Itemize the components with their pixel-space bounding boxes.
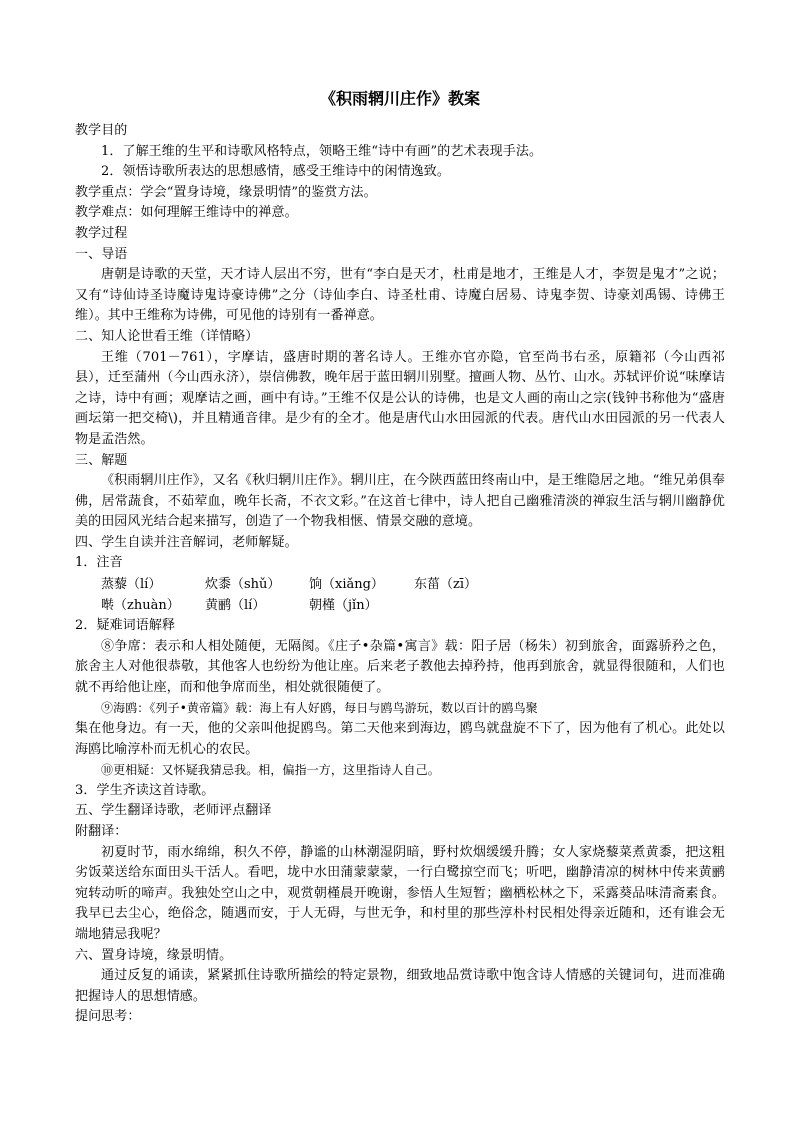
- document-title: 《积雨辋川庄作》教案: [319, 89, 480, 108]
- heading-introduction: 一、导语: [75, 246, 128, 262]
- heading-title-explanation: 三、解题: [75, 452, 128, 468]
- section-heading-objectives: 教学目的: [75, 123, 128, 138]
- objective-2: 2．领悟诗歌所表达的思想感情，感受王维诗中的闲情逸致。: [101, 164, 450, 180]
- subheading-vocabulary: 2．疑难词语解释: [75, 618, 176, 634]
- key-point: 教学重点：学会“置身诗境，缘景明情”的鉴赏方法。: [75, 184, 377, 200]
- subheading-pronunciation: 1．注音: [75, 555, 123, 571]
- pinyin-item: 蒸藜（lí）: [101, 577, 162, 593]
- pinyin-item: 东菑（zī）: [414, 577, 478, 593]
- document-page: [75, 86, 725, 1028]
- note-gengxiangyi: ⑩更相疑：又怀疑我猜忌我。相，偏指一方，这里指诗人自己。: [101, 763, 440, 778]
- pinyin-row-1: [75, 574, 725, 595]
- pinyin-item: 饷（xiǎng）: [309, 577, 384, 593]
- heading-appreciation: 六、置身诗境，缘景明情。: [75, 947, 233, 963]
- translation-label: 附翻译：: [75, 824, 128, 839]
- pinyin-row-2: [75, 595, 725, 616]
- pinyin-item: 啭（zhuàn）: [101, 598, 180, 614]
- heading-author: 二、知人论世看王维（详情略）: [75, 328, 259, 344]
- pinyin-item: 黄鹂（lí）: [205, 598, 266, 614]
- note-zhengxi: ⑧争席：表示和人相处随便，无隔阂。《庄子•杂篇•寓言》载：阳子居（杨朱）初到旅舍，面露骄矜之色，旅舍主人对他很恭敬，其他客人也纷纷为他让座。后来老子教他去掉矜持，他再到旅舍，就显得很随和，人们也就不再给他让座，而和他争席而坐，相处就很随便了。: [75, 638, 725, 695]
- objective-1: 1．了解王维的生平和诗歌风格特点，领略王维“诗中有画”的艺术表现手法。: [101, 143, 543, 159]
- paragraph-author: 王维（701－761），字摩诘，盛唐时期的著名诗人。王维亦官亦隐，官至尚书右丞，原籍祁（今山西祁县），迁至蒲州（今山西永济），崇信佛教，晚年居于蓝田辋川别墅。擅画人物、丛竹、山水。苏轼评价说“味摩诘之诗，诗中有画；观摩诘之画，画中有诗。”王维不仅是公认的诗佛，也是文人画的南山之宗(钱钟书称他为“盛唐画坛第一把交椅\)，并且精通音律。是少有的全才。他是唐代山水田园派的代表。唐代山水田园派的另一代表人物是孟浩然。: [75, 349, 725, 447]
- note-haiou-continued: 集在他身边。有一天，他的父亲叫他捉鸥鸟。第二天他来到海边，鸥鸟就盘旋不下了，因为他有了机心。此处以海鸥比喻淳朴而无机心的农民。: [75, 721, 725, 757]
- pinyin-item: 炊黍（shǔ）: [205, 577, 281, 593]
- paragraph-appreciation: 通过反复的诵读，紧紧抓住诗歌所描绘的特定景物，细致地品赏诗歌中饱含诗人情感的关键词句，进而准确把握诗人的思想情感。: [75, 968, 725, 1004]
- paragraph-title-explanation: 《积雨辋川庄作》，又名《秋归辋川庄作》。辋川庄，在今陕西蓝田终南山中，是王维隐居之地。“维兄弟俱奉佛，居常蔬食，不茹荤血，晚年长斋，不衣文彩。”在这首七律中，诗人把自己幽雅清淡的禅寂生活与辋川幽静优美的田园风光结合起来描写，创造了一个物我相惬、情景交融的意境。: [75, 473, 725, 530]
- difficult-point: 教学难点：如何理解王维诗中的禅意。: [75, 205, 298, 221]
- heading-self-reading: 四、学生自读并注音解词，老师解疑。: [75, 534, 298, 550]
- heading-translation: 五、学生翻译诗歌，老师评点翻译: [75, 803, 272, 819]
- paragraph-introduction: 唐朝是诗歌的天堂，天才诗人层出不穷，世有“李白是天才，杜甫是地才，王维是人才，李贺是鬼才”之说；又有“诗仙诗圣诗魔诗鬼诗豪诗佛”之分（诗仙李白、诗圣杜甫、诗魔白居易、诗鬼李贺、诗豪刘禹锡、诗佛王维）。其中王维称为诗佛，可见他的诗别有一番禅意。: [75, 267, 725, 324]
- pinyin-item: 朝槿（jǐn）: [309, 598, 378, 614]
- section-heading-process: 教学过程: [75, 225, 128, 241]
- paragraph-translation: 初夏时节，雨水绵绵，积久不停，静谧的山林潮湿阴暗，野村炊烟缓缓升腾；女人家烧藜菜煮黄黍，把这粗劣饭菜送给东面田头干活人。看吧，垅中水田蒲蒙蒙蒙，一行白鹭掠空而飞；听吧，幽静清凉的树林中传来黄鹂宛转动听的啼声。我独处空山之中，观赏朝槿晨开晚谢，参悟人生短暂；幽栖松林之下，采露葵品味清斋素食。我早已去尘心，绝俗念，随遇而安，于人无碍，与世无争，和村里的那些淳朴村民相处得亲近随和，还有谁会无端地猜忌我呢？: [75, 844, 725, 942]
- note-haiou: ⑨海鸥：《列子•黄帝篇》载：海上有人好鸥，每日与鸥鸟游玩，数以百计的鸥鸟聚: [101, 701, 538, 716]
- step-read-aloud: 3．学生齐读这首诗歌。: [75, 782, 215, 798]
- questions-label: 提问思考：: [75, 1009, 141, 1025]
